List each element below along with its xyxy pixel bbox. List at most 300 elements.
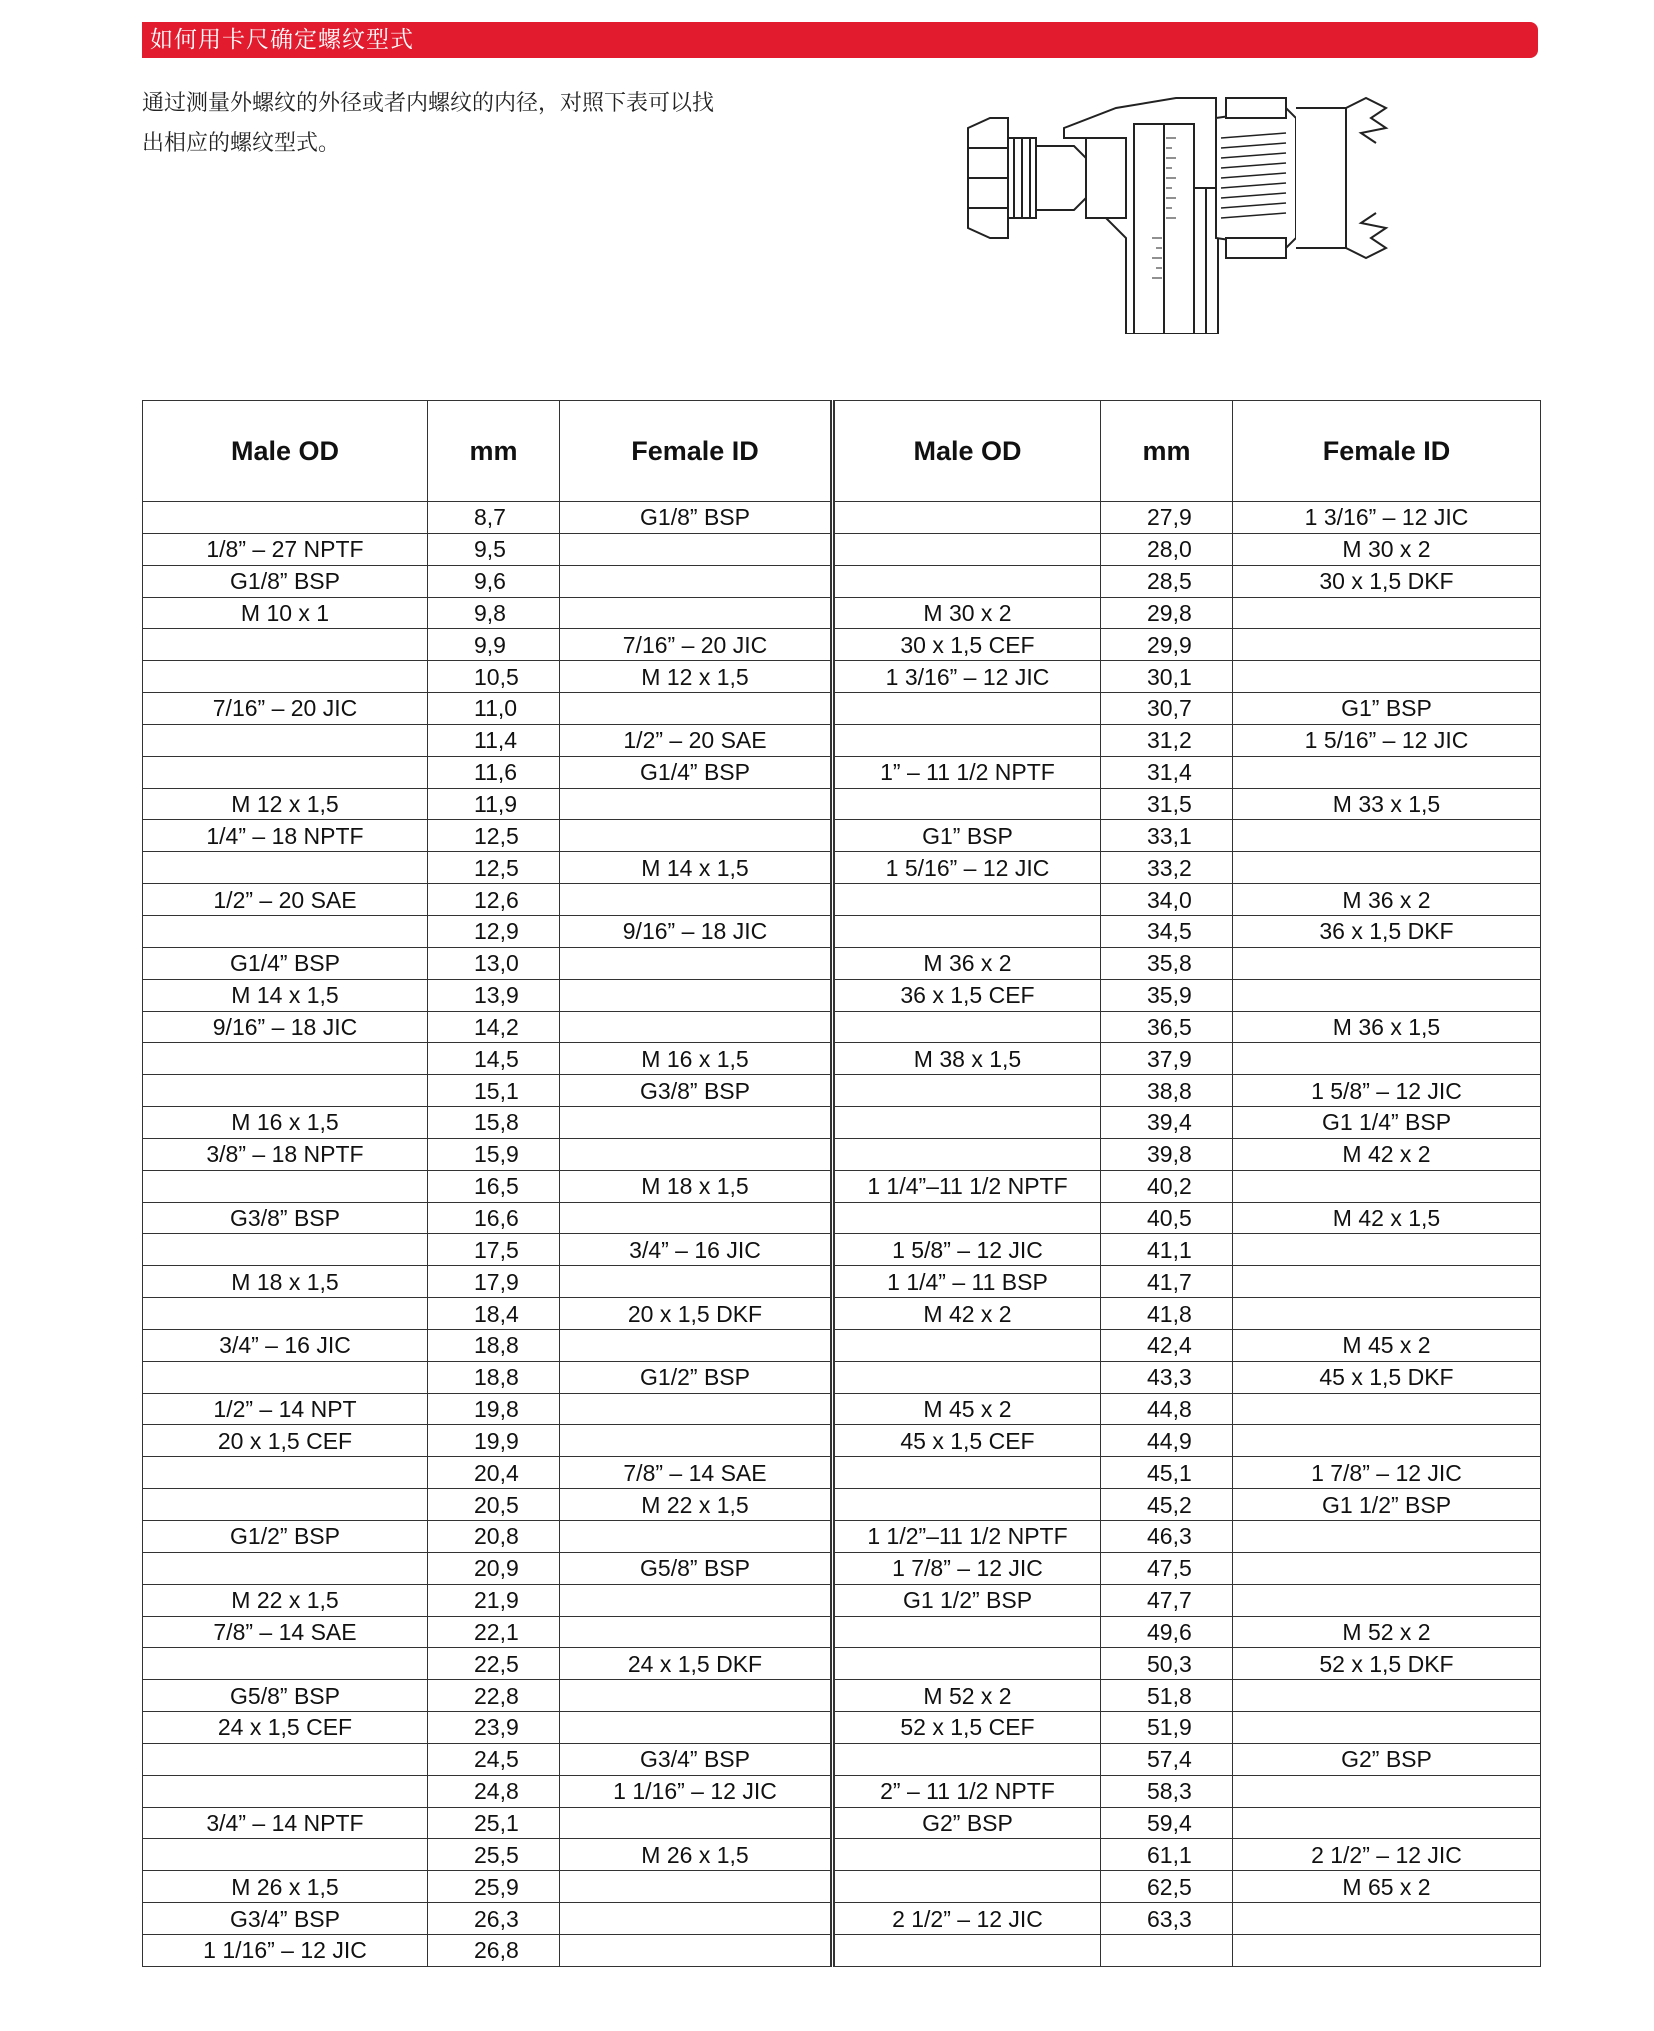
female-id-cell-2 — [1233, 1298, 1541, 1330]
male-od-cell: G1/4” BSP — [143, 947, 428, 979]
male-od-cell: G5/8” BSP — [143, 1680, 428, 1712]
table-row — [143, 1934, 1541, 1966]
table-row — [143, 756, 1541, 788]
male-od-cell-2 — [833, 1138, 1101, 1170]
mm-cell-2: 28,0 — [1101, 533, 1233, 565]
male-od-cell-2 — [833, 565, 1101, 597]
mm-cell: 19,8 — [428, 1393, 560, 1425]
male-od-cell: 1 1/16” – 12 JIC — [143, 1934, 428, 1966]
mm-cell: 22,8 — [428, 1680, 560, 1712]
male-od-cell — [143, 1648, 428, 1680]
table-header-row — [143, 401, 1541, 502]
female-id-cell: 20 x 1,5 DKF — [560, 1298, 833, 1330]
table-row — [143, 1266, 1541, 1298]
female-id-cell-2 — [1233, 852, 1541, 884]
male-od-cell: G3/4” BSP — [143, 1903, 428, 1935]
female-id-cell — [560, 1425, 833, 1457]
mm-cell: 18,8 — [428, 1361, 560, 1393]
col-header-female-id-2: Female ID — [1233, 401, 1541, 502]
table-row — [143, 979, 1541, 1011]
mm-cell: 20,9 — [428, 1552, 560, 1584]
mm-cell: 16,6 — [428, 1202, 560, 1234]
table-row — [143, 1616, 1541, 1648]
male-od-cell: 3/8” – 18 NPTF — [143, 1138, 428, 1170]
mm-cell: 15,9 — [428, 1138, 560, 1170]
female-id-cell-2: 2 1/2” – 12 JIC — [1233, 1839, 1541, 1871]
mm-cell-2: 59,4 — [1101, 1807, 1233, 1839]
table-row — [143, 1329, 1541, 1361]
female-id-cell-2 — [1233, 629, 1541, 661]
table-row — [143, 1743, 1541, 1775]
table-row — [143, 1075, 1541, 1107]
male-od-cell — [143, 1298, 428, 1330]
male-od-cell — [143, 1489, 428, 1521]
mm-cell-2: 30,1 — [1101, 661, 1233, 693]
male-od-cell: 20 x 1,5 CEF — [143, 1425, 428, 1457]
male-od-cell-2: 1 5/8” – 12 JIC — [833, 1234, 1101, 1266]
male-od-cell-2 — [833, 884, 1101, 916]
male-od-cell-2: 36 x 1,5 CEF — [833, 979, 1101, 1011]
mm-cell: 11,9 — [428, 788, 560, 820]
female-id-cell-2 — [1233, 1266, 1541, 1298]
female-id-cell: M 12 x 1,5 — [560, 661, 833, 693]
female-id-cell: G3/4” BSP — [560, 1743, 833, 1775]
male-od-cell: 24 x 1,5 CEF — [143, 1712, 428, 1744]
mm-cell-2: 62,5 — [1101, 1871, 1233, 1903]
table-row — [143, 1043, 1541, 1075]
mm-cell-2: 45,2 — [1101, 1489, 1233, 1521]
male-od-cell-2: 1 7/8” – 12 JIC — [833, 1552, 1101, 1584]
female-id-cell — [560, 1393, 833, 1425]
mm-cell: 9,5 — [428, 533, 560, 565]
mm-cell: 11,6 — [428, 756, 560, 788]
mm-cell-2: 28,5 — [1101, 565, 1233, 597]
female-id-cell-2 — [1233, 1393, 1541, 1425]
male-od-cell-2 — [833, 1839, 1101, 1871]
female-id-cell-2 — [1233, 597, 1541, 629]
mm-cell-2: 40,5 — [1101, 1202, 1233, 1234]
table-row — [143, 597, 1541, 629]
mm-cell: 17,5 — [428, 1234, 560, 1266]
male-od-cell-2: M 38 x 1,5 — [833, 1043, 1101, 1075]
female-id-cell — [560, 1616, 833, 1648]
table-row — [143, 693, 1541, 725]
mm-cell-2: 49,6 — [1101, 1616, 1233, 1648]
male-od-cell-2: 1 5/16” – 12 JIC — [833, 852, 1101, 884]
female-id-cell-2: M 42 x 2 — [1233, 1138, 1541, 1170]
female-id-cell — [560, 1011, 833, 1043]
female-id-cell-2 — [1233, 820, 1541, 852]
male-od-cell-2 — [833, 533, 1101, 565]
mm-cell-2: 39,8 — [1101, 1138, 1233, 1170]
male-od-cell-2 — [833, 915, 1101, 947]
female-id-cell-2 — [1233, 756, 1541, 788]
table-row — [143, 788, 1541, 820]
mm-cell-2: 44,8 — [1101, 1393, 1233, 1425]
mm-cell: 9,6 — [428, 565, 560, 597]
male-od-cell-2 — [833, 1202, 1101, 1234]
table-row — [143, 1202, 1541, 1234]
mm-cell-2: 35,8 — [1101, 947, 1233, 979]
female-id-cell: 1/2” – 20 SAE — [560, 724, 833, 756]
mm-cell: 15,1 — [428, 1075, 560, 1107]
mm-cell: 14,2 — [428, 1011, 560, 1043]
female-id-cell — [560, 788, 833, 820]
table-row — [143, 1361, 1541, 1393]
female-id-cell — [560, 1934, 833, 1966]
male-od-cell: G1/2” BSP — [143, 1521, 428, 1553]
male-od-cell-2: 52 x 1,5 CEF — [833, 1712, 1101, 1744]
mm-cell-2: 31,4 — [1101, 756, 1233, 788]
male-od-cell: M 10 x 1 — [143, 597, 428, 629]
mm-cell-2: 47,5 — [1101, 1552, 1233, 1584]
table-row — [143, 1712, 1541, 1744]
male-od-cell-2: 2 1/2” – 12 JIC — [833, 1903, 1101, 1935]
female-id-cell: M 22 x 1,5 — [560, 1489, 833, 1521]
female-id-cell — [560, 979, 833, 1011]
female-id-cell: M 14 x 1,5 — [560, 852, 833, 884]
female-id-cell-2 — [1233, 1680, 1541, 1712]
male-od-cell-2 — [833, 1457, 1101, 1489]
male-od-cell: G3/8” BSP — [143, 1202, 428, 1234]
female-id-cell: G3/8” BSP — [560, 1075, 833, 1107]
female-id-cell-2: M 30 x 2 — [1233, 533, 1541, 565]
female-id-cell-2: 1 5/16” – 12 JIC — [1233, 724, 1541, 756]
thread-size-table — [142, 400, 1541, 1967]
table-row — [143, 915, 1541, 947]
female-id-cell-2: 36 x 1,5 DKF — [1233, 915, 1541, 947]
male-od-cell: M 18 x 1,5 — [143, 1266, 428, 1298]
col-header-male-od-2: Male OD — [833, 401, 1101, 502]
female-id-cell: 24 x 1,5 DKF — [560, 1648, 833, 1680]
table-row — [143, 565, 1541, 597]
female-id-cell-2: G1 1/4” BSP — [1233, 1107, 1541, 1139]
female-id-cell-2 — [1233, 1584, 1541, 1616]
female-id-cell-2 — [1233, 1807, 1541, 1839]
mm-cell-2: 50,3 — [1101, 1648, 1233, 1680]
table-row — [143, 502, 1541, 534]
mm-cell-2: 51,9 — [1101, 1712, 1233, 1744]
male-od-cell: 9/16” – 18 JIC — [143, 1011, 428, 1043]
table-row — [143, 1680, 1541, 1712]
female-id-cell-2: G2” BSP — [1233, 1743, 1541, 1775]
female-id-cell-2 — [1233, 1712, 1541, 1744]
female-id-cell-2 — [1233, 1170, 1541, 1202]
mm-cell: 15,8 — [428, 1107, 560, 1139]
col-header-mm: mm — [428, 401, 560, 502]
mm-cell: 11,4 — [428, 724, 560, 756]
female-id-cell: M 18 x 1,5 — [560, 1170, 833, 1202]
male-od-cell — [143, 724, 428, 756]
mm-cell-2: 33,1 — [1101, 820, 1233, 852]
female-id-cell-2 — [1233, 1043, 1541, 1075]
mm-cell-2: 61,1 — [1101, 1839, 1233, 1871]
mm-cell: 26,3 — [428, 1903, 560, 1935]
table-row — [143, 1393, 1541, 1425]
mm-cell: 14,5 — [428, 1043, 560, 1075]
table-row — [143, 1839, 1541, 1871]
mm-cell-2: 31,5 — [1101, 788, 1233, 820]
mm-cell: 22,1 — [428, 1616, 560, 1648]
female-id-cell-2: G1” BSP — [1233, 693, 1541, 725]
mm-cell-2: 33,2 — [1101, 852, 1233, 884]
male-od-cell — [143, 1839, 428, 1871]
male-od-cell-2: 1 3/16” – 12 JIC — [833, 661, 1101, 693]
table-row — [143, 629, 1541, 661]
mm-cell: 8,7 — [428, 502, 560, 534]
male-od-cell-2: G1 1/2” BSP — [833, 1584, 1101, 1616]
female-id-cell-2 — [1233, 1903, 1541, 1935]
mm-cell: 24,5 — [428, 1743, 560, 1775]
male-od-cell: 1/4” – 18 NPTF — [143, 820, 428, 852]
male-od-cell-2 — [833, 693, 1101, 725]
mm-cell-2: 34,5 — [1101, 915, 1233, 947]
table-row — [143, 1457, 1541, 1489]
mm-cell: 12,5 — [428, 820, 560, 852]
mm-cell: 26,8 — [428, 1934, 560, 1966]
mm-cell: 18,4 — [428, 1298, 560, 1330]
table-row — [143, 1298, 1541, 1330]
male-od-cell-2 — [833, 1011, 1101, 1043]
table-row — [143, 884, 1541, 916]
female-id-cell — [560, 1202, 833, 1234]
mm-cell-2: 41,8 — [1101, 1298, 1233, 1330]
mm-cell: 16,5 — [428, 1170, 560, 1202]
male-od-cell-2: M 30 x 2 — [833, 597, 1101, 629]
table-row — [143, 1552, 1541, 1584]
male-od-cell-2: G2” BSP — [833, 1807, 1101, 1839]
male-od-cell-2 — [833, 724, 1101, 756]
mm-cell-2: 35,9 — [1101, 979, 1233, 1011]
male-od-cell-2 — [833, 1743, 1101, 1775]
female-id-cell-2: M 36 x 2 — [1233, 884, 1541, 916]
male-od-cell-2 — [833, 788, 1101, 820]
male-od-cell-2: M 42 x 2 — [833, 1298, 1101, 1330]
male-od-cell — [143, 661, 428, 693]
table-row — [143, 820, 1541, 852]
male-od-cell: 7/16” – 20 JIC — [143, 693, 428, 725]
female-id-cell-2: 45 x 1,5 DKF — [1233, 1361, 1541, 1393]
table-row — [143, 661, 1541, 693]
table-row — [143, 1648, 1541, 1680]
table-row — [143, 1011, 1541, 1043]
female-id-cell: M 26 x 1,5 — [560, 1839, 833, 1871]
male-od-cell-2 — [833, 1361, 1101, 1393]
page-title: 如何用卡尺确定螺纹型式 — [150, 27, 414, 53]
female-id-cell-2 — [1233, 1234, 1541, 1266]
male-od-cell-2: 45 x 1,5 CEF — [833, 1425, 1101, 1457]
table-body — [143, 502, 1541, 1967]
male-od-cell: M 14 x 1,5 — [143, 979, 428, 1011]
male-od-cell-2 — [833, 1934, 1101, 1966]
mm-cell-2: 58,3 — [1101, 1775, 1233, 1807]
mm-cell: 23,9 — [428, 1712, 560, 1744]
male-od-cell-2: 1 1/4” – 11 BSP — [833, 1266, 1101, 1298]
female-id-cell — [560, 1329, 833, 1361]
female-id-cell-2: 1 3/16” – 12 JIC — [1233, 502, 1541, 534]
male-od-cell: 3/4” – 16 JIC — [143, 1329, 428, 1361]
male-od-cell-2: 1 1/4”–11 1/2 NPTF — [833, 1170, 1101, 1202]
female-id-cell: G1/2” BSP — [560, 1361, 833, 1393]
female-id-cell — [560, 884, 833, 916]
male-od-cell — [143, 1552, 428, 1584]
mm-cell-2: 29,8 — [1101, 597, 1233, 629]
female-id-cell-2: G1 1/2” BSP — [1233, 1489, 1541, 1521]
male-od-cell — [143, 915, 428, 947]
female-id-cell — [560, 1107, 833, 1139]
female-id-cell: 3/4” – 16 JIC — [560, 1234, 833, 1266]
male-od-cell — [143, 1075, 428, 1107]
mm-cell-2: 34,0 — [1101, 884, 1233, 916]
mm-cell-2: 39,4 — [1101, 1107, 1233, 1139]
mm-cell-2: 51,8 — [1101, 1680, 1233, 1712]
male-od-cell-2: G1” BSP — [833, 820, 1101, 852]
mm-cell-2: 43,3 — [1101, 1361, 1233, 1393]
male-od-cell-2: 30 x 1,5 CEF — [833, 629, 1101, 661]
female-id-cell-2: 1 7/8” – 12 JIC — [1233, 1457, 1541, 1489]
female-id-cell-2 — [1233, 1521, 1541, 1553]
male-od-cell: M 26 x 1,5 — [143, 1871, 428, 1903]
male-od-cell-2 — [833, 1107, 1101, 1139]
female-id-cell — [560, 533, 833, 565]
mm-cell-2: 44,9 — [1101, 1425, 1233, 1457]
table-row — [143, 947, 1541, 979]
male-od-cell-2: M 36 x 2 — [833, 947, 1101, 979]
mm-cell-2: 47,7 — [1101, 1584, 1233, 1616]
female-id-cell-2: 1 5/8” – 12 JIC — [1233, 1075, 1541, 1107]
mm-cell: 22,5 — [428, 1648, 560, 1680]
mm-cell-2: 41,7 — [1101, 1266, 1233, 1298]
table-row — [143, 1871, 1541, 1903]
female-id-cell-2 — [1233, 947, 1541, 979]
female-id-cell — [560, 693, 833, 725]
mm-cell: 20,8 — [428, 1521, 560, 1553]
mm-cell-2: 63,3 — [1101, 1903, 1233, 1935]
mm-cell: 12,9 — [428, 915, 560, 947]
female-id-cell-2: M 65 x 2 — [1233, 1871, 1541, 1903]
mm-cell: 21,9 — [428, 1584, 560, 1616]
mm-cell-2: 37,9 — [1101, 1043, 1233, 1075]
male-od-cell: 1/8” – 27 NPTF — [143, 533, 428, 565]
male-od-cell: 1/2” – 14 NPT — [143, 1393, 428, 1425]
table-row — [143, 1775, 1541, 1807]
male-od-cell-2 — [833, 502, 1101, 534]
male-od-cell-2: M 45 x 2 — [833, 1393, 1101, 1425]
table-row — [143, 1489, 1541, 1521]
mm-cell-2: 31,2 — [1101, 724, 1233, 756]
caliper-measuring-thread-icon — [966, 88, 1400, 334]
col-header-male-od: Male OD — [143, 401, 428, 502]
intro-line-1: 通过测量外螺纹的外径或者内螺纹的内径，对照下表可以找 — [142, 91, 715, 116]
female-id-cell: G1/4” BSP — [560, 756, 833, 788]
female-id-cell-2: M 36 x 1,5 — [1233, 1011, 1541, 1043]
female-id-cell-2: M 52 x 2 — [1233, 1616, 1541, 1648]
female-id-cell-2 — [1233, 979, 1541, 1011]
male-od-cell — [143, 1234, 428, 1266]
male-od-cell — [143, 1361, 428, 1393]
mm-cell: 20,4 — [428, 1457, 560, 1489]
female-id-cell: G1/8” BSP — [560, 502, 833, 534]
table-row — [143, 724, 1541, 756]
female-id-cell-2: 52 x 1,5 DKF — [1233, 1648, 1541, 1680]
female-id-cell — [560, 1871, 833, 1903]
mm-cell: 18,8 — [428, 1329, 560, 1361]
mm-cell: 9,9 — [428, 629, 560, 661]
mm-cell: 25,5 — [428, 1839, 560, 1871]
female-id-cell-2 — [1233, 1934, 1541, 1966]
table-row — [143, 1138, 1541, 1170]
male-od-cell-2: 1 1/2”–11 1/2 NPTF — [833, 1521, 1101, 1553]
male-od-cell-2 — [833, 1075, 1101, 1107]
female-id-cell-2 — [1233, 1552, 1541, 1584]
male-od-cell: 7/8” – 14 SAE — [143, 1616, 428, 1648]
table-row — [143, 1425, 1541, 1457]
female-id-cell-2: 30 x 1,5 DKF — [1233, 565, 1541, 597]
female-id-cell: 7/16” – 20 JIC — [560, 629, 833, 661]
female-id-cell — [560, 1807, 833, 1839]
female-id-cell: 9/16” – 18 JIC — [560, 915, 833, 947]
intro-text — [142, 84, 822, 164]
male-od-cell-2: 1” – 11 1/2 NPTF — [833, 756, 1101, 788]
mm-cell: 12,6 — [428, 884, 560, 916]
mm-cell: 13,0 — [428, 947, 560, 979]
mm-cell: 11,0 — [428, 693, 560, 725]
male-od-cell: 3/4” – 14 NPTF — [143, 1807, 428, 1839]
mm-cell: 13,9 — [428, 979, 560, 1011]
female-id-cell — [560, 820, 833, 852]
female-id-cell-2: M 45 x 2 — [1233, 1329, 1541, 1361]
male-od-cell-2 — [833, 1329, 1101, 1361]
table-row — [143, 1234, 1541, 1266]
mm-cell-2: 57,4 — [1101, 1743, 1233, 1775]
male-od-cell — [143, 852, 428, 884]
mm-cell-2: 29,9 — [1101, 629, 1233, 661]
female-id-cell — [560, 1138, 833, 1170]
mm-cell: 9,8 — [428, 597, 560, 629]
mm-cell-2: 41,1 — [1101, 1234, 1233, 1266]
table-row — [143, 533, 1541, 565]
female-id-cell — [560, 1266, 833, 1298]
mm-cell: 10,5 — [428, 661, 560, 693]
table-row — [143, 1107, 1541, 1139]
mm-cell-2: 40,2 — [1101, 1170, 1233, 1202]
mm-cell: 12,5 — [428, 852, 560, 884]
male-od-cell: M 16 x 1,5 — [143, 1107, 428, 1139]
mm-cell: 24,8 — [428, 1775, 560, 1807]
mm-cell-2: 42,4 — [1101, 1329, 1233, 1361]
female-id-cell — [560, 1903, 833, 1935]
mm-cell: 19,9 — [428, 1425, 560, 1457]
mm-cell: 17,9 — [428, 1266, 560, 1298]
intro-line-2: 出相应的螺纹型式。 — [142, 131, 341, 156]
male-od-cell-2 — [833, 1871, 1101, 1903]
table-row — [143, 1170, 1541, 1202]
male-od-cell: G1/8” BSP — [143, 565, 428, 597]
mm-cell: 25,1 — [428, 1807, 560, 1839]
col-header-mm-2: mm — [1101, 401, 1233, 502]
mm-cell: 25,9 — [428, 1871, 560, 1903]
male-od-cell — [143, 1170, 428, 1202]
female-id-cell: 7/8” – 14 SAE — [560, 1457, 833, 1489]
mm-cell-2: 46,3 — [1101, 1521, 1233, 1553]
female-id-cell-2 — [1233, 1425, 1541, 1457]
mm-cell-2: 45,1 — [1101, 1457, 1233, 1489]
male-od-cell — [143, 502, 428, 534]
female-id-cell — [560, 1712, 833, 1744]
mm-cell-2 — [1101, 1934, 1233, 1966]
female-id-cell — [560, 1521, 833, 1553]
female-id-cell — [560, 1584, 833, 1616]
